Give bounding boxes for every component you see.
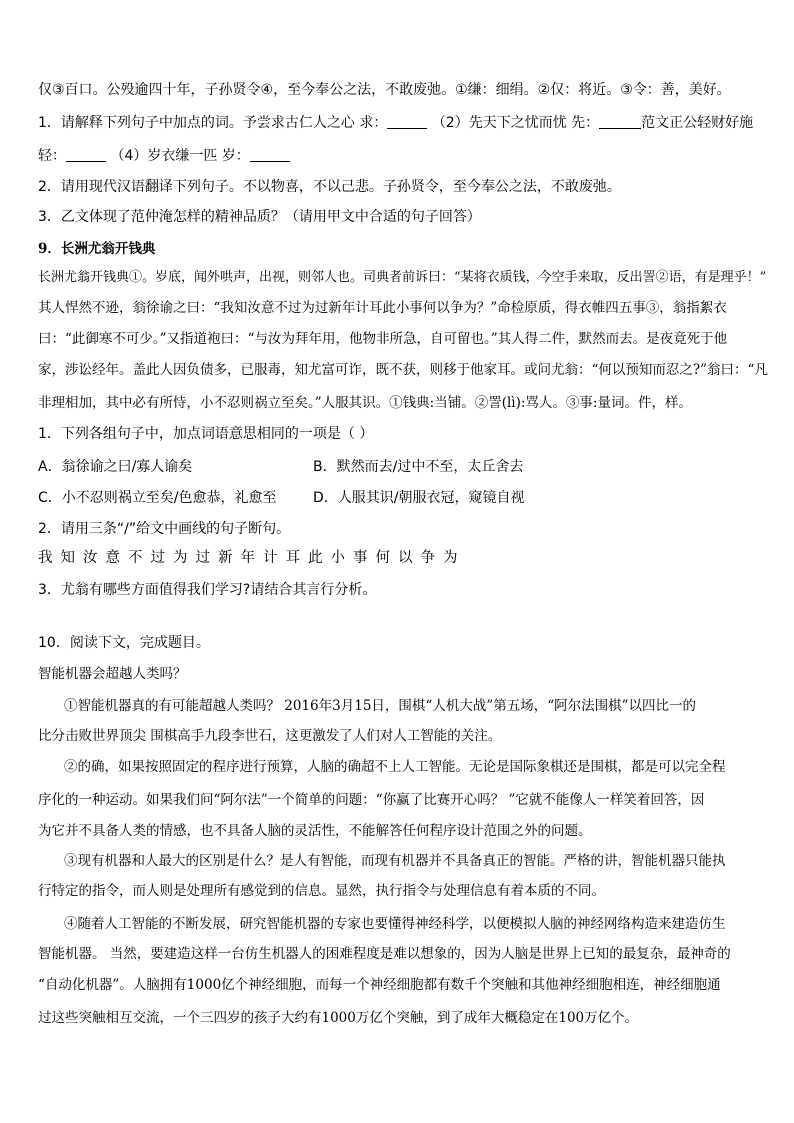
- sentence-to-punctuate: 我知汝意不过为过新年计耳此小事何以争为: [38, 550, 466, 566]
- passage-line: 其人悍然不逊，翁徐谕之曰：“我知汝意不过为过新年计耳此小事何以争为？”命检原质，得衣帷四五事③，翁指絮衣: [38, 300, 727, 316]
- question-text: 轻：: [38, 148, 66, 164]
- question-text: （4）岁衣缣一匹 岁：: [110, 148, 250, 164]
- question-text: 范文正公轻财好施: [641, 115, 754, 131]
- article-line: ②的确，如果按照固定的程序进行预算，人脑的确超不上人工智能。无论是国际象棋还是围棋，都是可以完全程: [64, 759, 726, 775]
- article-line: 行特定的指令，而人则是处理所有感觉到的信息。显然，执行指令与处理信息有着本质的不同。: [38, 883, 605, 899]
- section-title: 9．长洲尤翁开钱典: [38, 241, 156, 257]
- answer-blank[interactable]: [66, 147, 106, 162]
- choice-a[interactable]: A．翁徐谕之曰/寡人谕矣: [38, 459, 193, 475]
- article-line: 过这些突触相互交流，一个三四岁的孩子大约有1000万亿个突触，到了成年大概稳定在100万亿个。: [38, 1010, 639, 1026]
- passage-line: 非理相加，其中必有所恃，小不忍则祸立至矣。”人服其识。①钱典:当铺。②詈(lì):骂人。③事:量词。件，样。: [38, 395, 692, 411]
- choice-b[interactable]: B．默然而去/过中不至，太丘舍去: [313, 459, 524, 475]
- question-line: 1．下列各组句子中，加点词语意思相同的一项是（ ）: [38, 426, 374, 442]
- article-title: 智能机器会超越人类吗？: [38, 666, 187, 682]
- article-line: ④随着人工智能的不断发展，研究智能机器的专家也要懂得神经科学，以便模拟人脑的神经网络构造来建造仿生: [64, 916, 726, 932]
- text-line: 仅③百口。公殁逾四十年，子孙贤令④，至今奉公之法，不敢废弛。①缣：细绢。②仅：将近。③令：善，美好。: [38, 82, 731, 98]
- question-line: 2．请用三条“/”给文中画线的句子断句。: [38, 521, 291, 537]
- question-line: 2．请用现代汉语翻译下列句子。不以物喜，不以己悲。子孙贤令，至今奉公之法，不敢废弛。: [38, 179, 621, 195]
- answer-blank[interactable]: [599, 114, 641, 129]
- passage-line: 曰：“此御寒不可少。”又指道袍曰：“与汝为拜年用，他物非所急，自可留也。”其人得二件，默然而去。是夜竟死于他: [38, 331, 728, 347]
- article-line: 序化的一种运动。如果我们问“阿尔法”一个简单的问题：“你赢了比赛开心吗？ ”它就不能像人一样笑着回答，因: [38, 792, 705, 808]
- question-heading: 10．阅读下文，完成题目。: [38, 635, 210, 651]
- article-line: 为它并不具备人类的情感，也不具备人脑的灵活性，不能解答任何程序设计范围之外的问题。: [38, 823, 592, 839]
- article-line: ③现有机器和人最大的区别是什么？是人有智能，而现有机器并不具备真正的智能。严格的讲，智能机器只能执: [64, 853, 726, 869]
- question-line: [38, 113, 753, 133]
- article-line: ①智能机器真的有可能超越人类吗？ 2016年3月15日，围棋“人机大战”第五场，“阿尔法围棋”以四比一的: [64, 698, 697, 714]
- passage-line: 长洲尤翁开钱典①。岁底，闻外哄声，出视，则邻人也。司典者前诉曰：“某将衣质钱，今空手来取，反出詈②语，有是理乎！”: [38, 270, 767, 285]
- document-page: [38, 0, 768, 1123]
- answer-blank[interactable]: [387, 114, 427, 129]
- answer-blank[interactable]: [250, 147, 290, 162]
- question-text: 1．请解释下列句子中加点的词。予尝求古仁人之心 求：: [38, 115, 388, 131]
- article-line: “自动化机器”。人脑拥有1000亿个神经细胞，而每一个神经细胞都有数千个突触和其他神经细胞相连，神经细胞通: [38, 977, 721, 993]
- question-line: 3．乙文体现了范仲淹怎样的精神品质？（请用甲文中合适的句子回答）: [38, 209, 481, 225]
- question-text: （2）先天下之忧而忧 先：: [431, 115, 600, 131]
- choice-d[interactable]: D．人服其识/朝服衣冠，窥镜自视: [313, 490, 525, 506]
- article-line: 智能机器。 当然，要建造这样一台仿生机器人的困难程度是难以想象的，因为人脑是世界上已知的最复杂，最神奇的: [38, 946, 731, 962]
- article-line: 比分击败世界顶尖 围棋高手九段李世石，这更激发了人们对人工智能的关注。: [38, 728, 502, 744]
- question-line: 3．尤翁有哪些方面值得我们学习?请结合其言行分析。: [38, 582, 377, 598]
- passage-line: 家，涉讼经年。盖此人因负债多，已服毒，知尤富可诈，既不获，则移于他家耳。或问尤翁：“何以预知而忍之?”翁曰：“凡: [38, 362, 768, 378]
- question-line: [38, 146, 290, 166]
- choice-c[interactable]: C．小不忍则祸立至矣/色愈恭，礼愈至: [38, 490, 277, 506]
